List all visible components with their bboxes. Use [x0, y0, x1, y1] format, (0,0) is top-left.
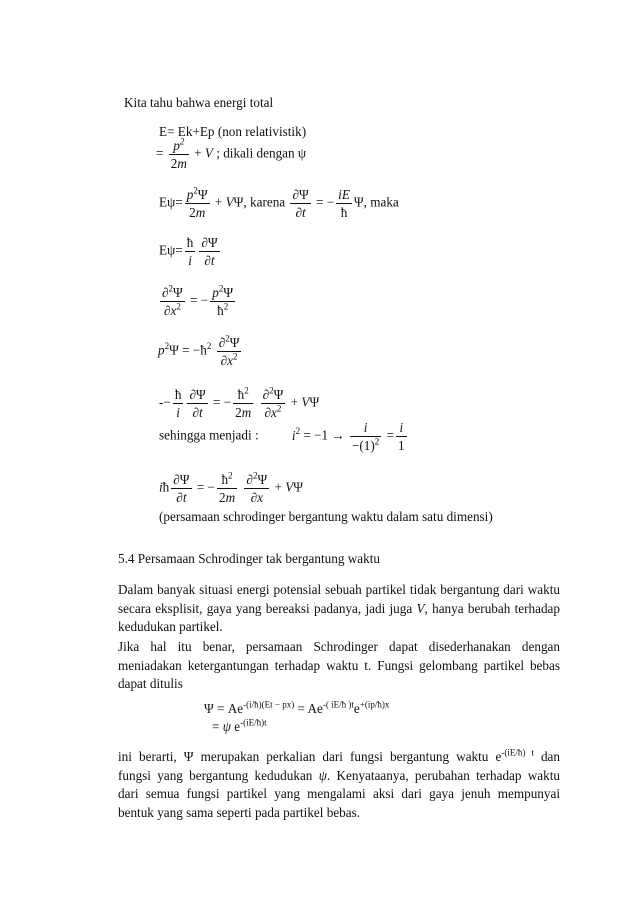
imaginary-unit-line: sehingga menjadi : $i^2 = -1$ → $\frac{i}{-(1)^2}$ = $\frac{i}{1}$	[159, 420, 405, 453]
paragraph-1: Dalam banyak situasi energi potensial sebuah partikel tidak bergantung dari waktu secara eksplisit, gaya yang bereaksi padanya, jadi juga V, hanya berubah terhadap kedudukan partikel.	[118, 582, 560, 634]
section-title: 5.4 Persamaan Schrodinger tak bergantung waktu	[118, 551, 380, 566]
multiply-note: ; dikali dengan ψ	[216, 145, 307, 161]
paragraph-2: Jika hal itu benar, persamaan Schrodinger dapat disederhanakan dengan meniadakan ketergantungan terhadap waktu t. Fungsi gelombang partikel bebas dapat ditulis	[118, 639, 560, 691]
energy-operator-equation: Eψ= $\frac{p^2\Psi}{2m}$ + VΨ, karena $\frac{\partial\Psi}{\partial t}$ = − $\frac{iE}{ħ}$ Ψ, maka	[159, 185, 399, 220]
paragraph-3: ini berarti, Ψ merupakan perkalian dari fungsi bergantung waktu $e^{-(iE/ħ) t}$ dan fungsi yang bergantung kedudukan ψ. Kenyataanya, perubahan terhadap waktu dari semua fungsi partikel yang mengalami aksi dari gaya jenuh mempunyai bentuk yang sama seperti pada partikel bebas.	[118, 747, 561, 820]
combined-equation: -− $\frac{ħ}{i}$ $\frac{\partial\Psi}{\partial t}$ = − $\frac{ħ^2}{2m}$ $\frac{\partial^2\Psi}{\partial x^2}$ + VΨ	[159, 385, 320, 420]
momentum-equation: $p^2\Psi$ = $-ħ^2$ $\frac{\partial^2\Psi}{\partial x^2}$	[158, 333, 240, 368]
schrodinger-time-dependent-equation: iħ $\frac{\partial\Psi}{\partial t}$ = − $\frac{ħ^2}{2m}$ $\frac{\partial^2\Psi}{\partial x}$ + VΨ	[159, 470, 303, 505]
hamiltonian-equation: = $\frac{p^2}{2m}$ + V ; dikali dengan ψ	[156, 136, 307, 171]
second-derivative-equation: $\frac{\partial^2\Psi}{\partial x^2}$ = − $\frac{p^2\Psi}{ħ^2}$	[162, 283, 234, 318]
energy-derivative-equation: Eψ= $\frac{ħ}{i}$ $\frac{\partial\Psi}{\partial t}$	[159, 235, 218, 268]
intro-text: Kita tahu bahwa energi total	[124, 95, 274, 110]
wave-function-separated: = ψ $e^{-(iE/ħ)t}$	[212, 717, 267, 734]
sehingga-label: sehingga menjadi :	[159, 427, 259, 443]
equation-caption: (persamaan schrodinger bergantung waktu dalam satu dimensi)	[159, 509, 493, 524]
wave-function-equation: $\Psi = Ae^{-(i/ħ)(Et - px)} = Ae^{-( iE/ħ )t}e^{+(ip/ħ)x}$	[204, 699, 390, 716]
energy-equation: E= Ek+Ep (non relativistik)	[159, 124, 307, 139]
